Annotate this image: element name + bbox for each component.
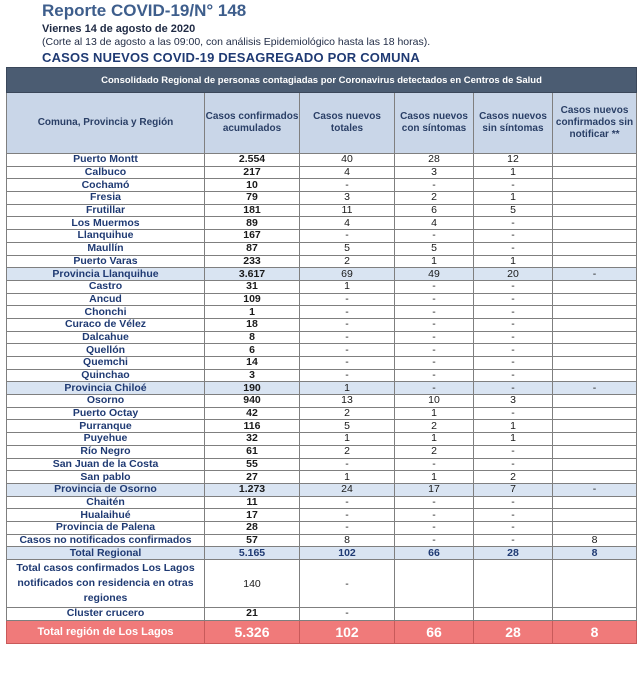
table-cell: 8 <box>553 547 637 560</box>
table-row <box>7 445 637 458</box>
table-cell: 2 <box>300 255 395 268</box>
final-total-cell: 28 <box>474 620 553 643</box>
table-cell <box>553 318 637 331</box>
row-label: Chaitén <box>7 496 205 509</box>
table-cell: 3 <box>474 395 553 408</box>
table-row <box>7 458 637 471</box>
final-total-label: Total región de Los Lagos <box>7 620 205 643</box>
table-cell: - <box>300 179 395 192</box>
table-cell <box>553 395 637 408</box>
table-cell: 190 <box>205 382 300 395</box>
column-header: Casos nuevos sin síntomas <box>474 93 553 154</box>
table-cell <box>553 204 637 217</box>
column-header: Casos nuevos con síntomas <box>395 93 474 154</box>
table-row <box>7 192 637 205</box>
table-cell: - <box>300 357 395 370</box>
table-row <box>7 521 637 534</box>
table-cell <box>553 445 637 458</box>
table-cell: - <box>474 230 553 243</box>
table-cell: - <box>474 534 553 547</box>
table-cell: 7 <box>474 483 553 496</box>
table-cell: - <box>474 458 553 471</box>
row-label: Puerto Montt <box>7 154 205 167</box>
table-cell: - <box>474 331 553 344</box>
table-row <box>7 179 637 192</box>
table-row <box>7 395 637 408</box>
table-cell: 42 <box>205 407 300 420</box>
table-cell: - <box>474 369 553 382</box>
table-cell: 8 <box>300 534 395 547</box>
row-label: Fresia <box>7 192 205 205</box>
table-cell: 4 <box>300 217 395 230</box>
table-cell: - <box>300 293 395 306</box>
table-cell <box>553 560 637 608</box>
table-cell <box>553 242 637 255</box>
table-cell: 13 <box>300 395 395 408</box>
table-cell: 2 <box>395 420 474 433</box>
row-label: Casos no notificados confirmados <box>7 534 205 547</box>
table-cell: 14 <box>205 357 300 370</box>
column-header: Casos nuevos totales <box>300 93 395 154</box>
table-cell: 8 <box>553 534 637 547</box>
table-cell: - <box>300 318 395 331</box>
report-header <box>42 0 632 66</box>
table-cell: - <box>474 293 553 306</box>
table-cell <box>553 433 637 446</box>
table-cell: 1 <box>474 433 553 446</box>
table-cell: 6 <box>395 204 474 217</box>
table-cell: 233 <box>205 255 300 268</box>
report-title: Reporte COVID-19/N° 148 <box>42 1 247 20</box>
table-cell: 2 <box>300 407 395 420</box>
table-cell: 2.554 <box>205 154 300 167</box>
table-cell: - <box>300 230 395 243</box>
table-cell: - <box>474 445 553 458</box>
table-row <box>7 344 637 357</box>
cluster-new: - <box>300 608 395 621</box>
table-cell: 167 <box>205 230 300 243</box>
table-cell: 49 <box>395 268 474 281</box>
table-row <box>7 154 637 167</box>
table-cell: - <box>300 369 395 382</box>
row-label: Hualaihué <box>7 509 205 522</box>
table-cell: - <box>395 344 474 357</box>
table-cell: - <box>395 293 474 306</box>
table-cell: 5 <box>395 242 474 255</box>
final-total-cell: 102 <box>300 620 395 643</box>
table-cell: 17 <box>395 483 474 496</box>
table-cell: 1 <box>300 433 395 446</box>
table-cell: - <box>474 344 553 357</box>
table-cell: 6 <box>205 344 300 357</box>
table-cell: 5 <box>300 242 395 255</box>
table-cell: 1 <box>474 420 553 433</box>
table-cell: 79 <box>205 192 300 205</box>
province-row <box>7 268 637 281</box>
table-cell: 66 <box>395 547 474 560</box>
row-label: Purranque <box>7 420 205 433</box>
table-header-row <box>7 93 637 154</box>
table-cell: - <box>395 280 474 293</box>
table-cell: 1 <box>205 306 300 319</box>
table-cell: - <box>474 407 553 420</box>
row-label: Quellón <box>7 344 205 357</box>
table-cell <box>553 166 637 179</box>
table-cell: 28 <box>474 547 553 560</box>
report-subtitle: CASOS NUEVOS COVID-19 DESAGREGADO POR COMUNA <box>42 50 420 65</box>
table-cell: - <box>300 521 395 534</box>
table-cell: - <box>474 509 553 522</box>
table-row <box>7 433 637 446</box>
table-cell: 5.165 <box>205 547 300 560</box>
table-cell <box>553 331 637 344</box>
table-cell <box>553 192 637 205</box>
table-cell: 2 <box>474 471 553 484</box>
table-cell: 18 <box>205 318 300 331</box>
row-label: Provincia de Osorno <box>7 483 205 496</box>
table-cell: - <box>474 496 553 509</box>
table-cell <box>553 608 637 621</box>
row-label: San Juan de la Costa <box>7 458 205 471</box>
table-cell: 11 <box>205 496 300 509</box>
table-cell: 89 <box>205 217 300 230</box>
table-row <box>7 496 637 509</box>
table-cell: - <box>474 217 553 230</box>
table-cell: - <box>395 521 474 534</box>
table-cell <box>553 179 637 192</box>
table-cell: - <box>300 306 395 319</box>
table-cell: - <box>395 382 474 395</box>
table-cell: 4 <box>300 166 395 179</box>
table-cell: 940 <box>205 395 300 408</box>
row-label: Osorno <box>7 395 205 408</box>
row-label: Puyehue <box>7 433 205 446</box>
column-header: Casos confirmados acumulados <box>205 93 300 154</box>
row-label: Los Muermos <box>7 217 205 230</box>
table-cell: - <box>395 179 474 192</box>
row-label: Cochamó <box>7 179 205 192</box>
row-label: Castro <box>7 280 205 293</box>
row-label: Total Regional <box>7 547 205 560</box>
cluster-row <box>7 608 637 621</box>
table-cell <box>553 255 637 268</box>
table-row <box>7 166 637 179</box>
table-cell: 1 <box>395 433 474 446</box>
table-cell: 3 <box>205 369 300 382</box>
table-cell: - <box>395 331 474 344</box>
other-regions-new: - <box>300 560 395 608</box>
table-row <box>7 293 637 306</box>
table-cell <box>553 420 637 433</box>
province-row <box>7 382 637 395</box>
table-cell: 1 <box>474 255 553 268</box>
table-cell <box>474 560 553 608</box>
row-label: Provincia de Palena <box>7 521 205 534</box>
other-regions-row <box>7 560 637 608</box>
table-row <box>7 280 637 293</box>
table-cell <box>553 407 637 420</box>
table-cell: 28 <box>395 154 474 167</box>
table-cell: 1 <box>474 192 553 205</box>
table-cell <box>395 608 474 621</box>
table-cell: 1 <box>300 280 395 293</box>
row-label: Puerto Octay <box>7 407 205 420</box>
table-cell: - <box>474 179 553 192</box>
table-cell: 217 <box>205 166 300 179</box>
table-cell: - <box>395 369 474 382</box>
table-cell: 24 <box>300 483 395 496</box>
table-cell <box>553 458 637 471</box>
table-cell: 1 <box>395 407 474 420</box>
table-cell <box>553 369 637 382</box>
row-label: Maullín <box>7 242 205 255</box>
cluster-label: Cluster crucero <box>7 608 205 621</box>
table-cell: 11 <box>300 204 395 217</box>
table-cell <box>553 280 637 293</box>
table-cell: - <box>395 458 474 471</box>
row-label: Dalcahue <box>7 331 205 344</box>
final-total-row <box>7 620 637 643</box>
table-cell <box>553 496 637 509</box>
other-regions-accumulated: 140 <box>205 560 300 608</box>
table-cell <box>553 306 637 319</box>
row-label: Puerto Varas <box>7 255 205 268</box>
table-cell: 109 <box>205 293 300 306</box>
table-cell: 1 <box>395 471 474 484</box>
row-label: San pablo <box>7 471 205 484</box>
report-date: Viernes 14 de agosto de 2020 <box>42 23 196 35</box>
table-cell: 87 <box>205 242 300 255</box>
table-cell: - <box>474 306 553 319</box>
table-cell <box>553 230 637 243</box>
table-row <box>7 204 637 217</box>
row-label: Frutillar <box>7 204 205 217</box>
table-cell: 2 <box>395 445 474 458</box>
table-row <box>7 357 637 370</box>
other-regions-label: Total casos confirmados Los Lagos notificados con residencia en otras regiones <box>7 560 205 608</box>
row-label: Provincia Llanquihue <box>7 268 205 281</box>
table-cell: 8 <box>205 331 300 344</box>
table-cell: - <box>553 382 637 395</box>
table-row <box>7 471 637 484</box>
table-row <box>7 369 637 382</box>
table-cell: 1 <box>300 471 395 484</box>
table-row <box>7 318 637 331</box>
table-cell <box>553 293 637 306</box>
table-cell: 2 <box>395 192 474 205</box>
table-cell: - <box>474 357 553 370</box>
table-cell: - <box>395 509 474 522</box>
table-cell: 5 <box>300 420 395 433</box>
table-cell: 55 <box>205 458 300 471</box>
table-body <box>7 154 637 560</box>
row-label: Chonchi <box>7 306 205 319</box>
table-cell: 31 <box>205 280 300 293</box>
table-cell: - <box>474 382 553 395</box>
table-cell: 12 <box>474 154 553 167</box>
table-row <box>7 255 637 268</box>
table-cell: - <box>395 230 474 243</box>
table-cell <box>474 608 553 621</box>
final-total-cell: 8 <box>553 620 637 643</box>
table-cell: 69 <box>300 268 395 281</box>
table-cell <box>553 357 637 370</box>
table-cell: - <box>300 331 395 344</box>
province-row <box>7 483 637 496</box>
table-cell: 57 <box>205 534 300 547</box>
table-cell: 1 <box>395 255 474 268</box>
table-cell: - <box>300 458 395 471</box>
table-cell <box>553 154 637 167</box>
table-cell: 3 <box>300 192 395 205</box>
row-label: Río Negro <box>7 445 205 458</box>
table-row <box>7 230 637 243</box>
table-cell: - <box>474 242 553 255</box>
table-cell: - <box>395 318 474 331</box>
table-banner-row <box>7 68 637 93</box>
table-cell: 5 <box>474 204 553 217</box>
row-label: Calbuco <box>7 166 205 179</box>
cases-by-commune-table <box>6 67 637 644</box>
final-total-cell: 66 <box>395 620 474 643</box>
table-cell: 102 <box>300 547 395 560</box>
table-cell <box>553 509 637 522</box>
table-cell <box>553 521 637 534</box>
final-total-cell: 5.326 <box>205 620 300 643</box>
table-cell: - <box>474 521 553 534</box>
table-cell: - <box>474 318 553 331</box>
table-cell: 32 <box>205 433 300 446</box>
table-cell: - <box>553 483 637 496</box>
regional-total-row <box>7 547 637 560</box>
table-row <box>7 420 637 433</box>
table-row <box>7 509 637 522</box>
table-cell: 1.273 <box>205 483 300 496</box>
row-label: Curaco de Vélez <box>7 318 205 331</box>
table-cell: - <box>474 280 553 293</box>
table-cell: - <box>395 496 474 509</box>
row-label: Provincia Chiloé <box>7 382 205 395</box>
table-cell: 181 <box>205 204 300 217</box>
table-cell: 28 <box>205 521 300 534</box>
row-label: Quemchi <box>7 357 205 370</box>
column-header: Comuna, Provincia y Región <box>7 93 205 154</box>
table-banner: Consolidado Regional de personas contagiadas por Coronavirus detectados en Centros de Salud <box>7 68 637 93</box>
table-row <box>7 217 637 230</box>
table-cell: 40 <box>300 154 395 167</box>
table-cell: - <box>395 306 474 319</box>
table-cell: 20 <box>474 268 553 281</box>
table-cell <box>553 471 637 484</box>
column-header: Casos nuevos confirmados sin notificar ** <box>553 93 637 154</box>
table-cell: 4 <box>395 217 474 230</box>
table-cell: 116 <box>205 420 300 433</box>
table-cell: 17 <box>205 509 300 522</box>
table-cell <box>553 217 637 230</box>
cluster-accumulated: 21 <box>205 608 300 621</box>
table-row <box>7 407 637 420</box>
table-row <box>7 534 637 547</box>
table-row <box>7 306 637 319</box>
table-cell: - <box>395 357 474 370</box>
table-cell: 1 <box>474 166 553 179</box>
table-cell: - <box>553 268 637 281</box>
table-cell: - <box>395 534 474 547</box>
row-label: Llanquihue <box>7 230 205 243</box>
table-row <box>7 242 637 255</box>
row-label: Quinchao <box>7 369 205 382</box>
table-cell: - <box>300 496 395 509</box>
table-cell: 3.617 <box>205 268 300 281</box>
table-cell: 2 <box>300 445 395 458</box>
table-cell: 3 <box>395 166 474 179</box>
table-cell: - <box>300 344 395 357</box>
table-cell: 1 <box>300 382 395 395</box>
table-cell: - <box>300 509 395 522</box>
table-cell <box>395 560 474 608</box>
report-cutoff-note: (Corte al 13 de agosto a las 09:00, con análisis Epidemiológico hasta las 18 horas). <box>42 36 431 48</box>
table-row <box>7 331 637 344</box>
row-label: Ancud <box>7 293 205 306</box>
table-cell: 10 <box>395 395 474 408</box>
table-cell: 61 <box>205 445 300 458</box>
table-cell: 27 <box>205 471 300 484</box>
table-cell <box>553 344 637 357</box>
table-cell: 10 <box>205 179 300 192</box>
